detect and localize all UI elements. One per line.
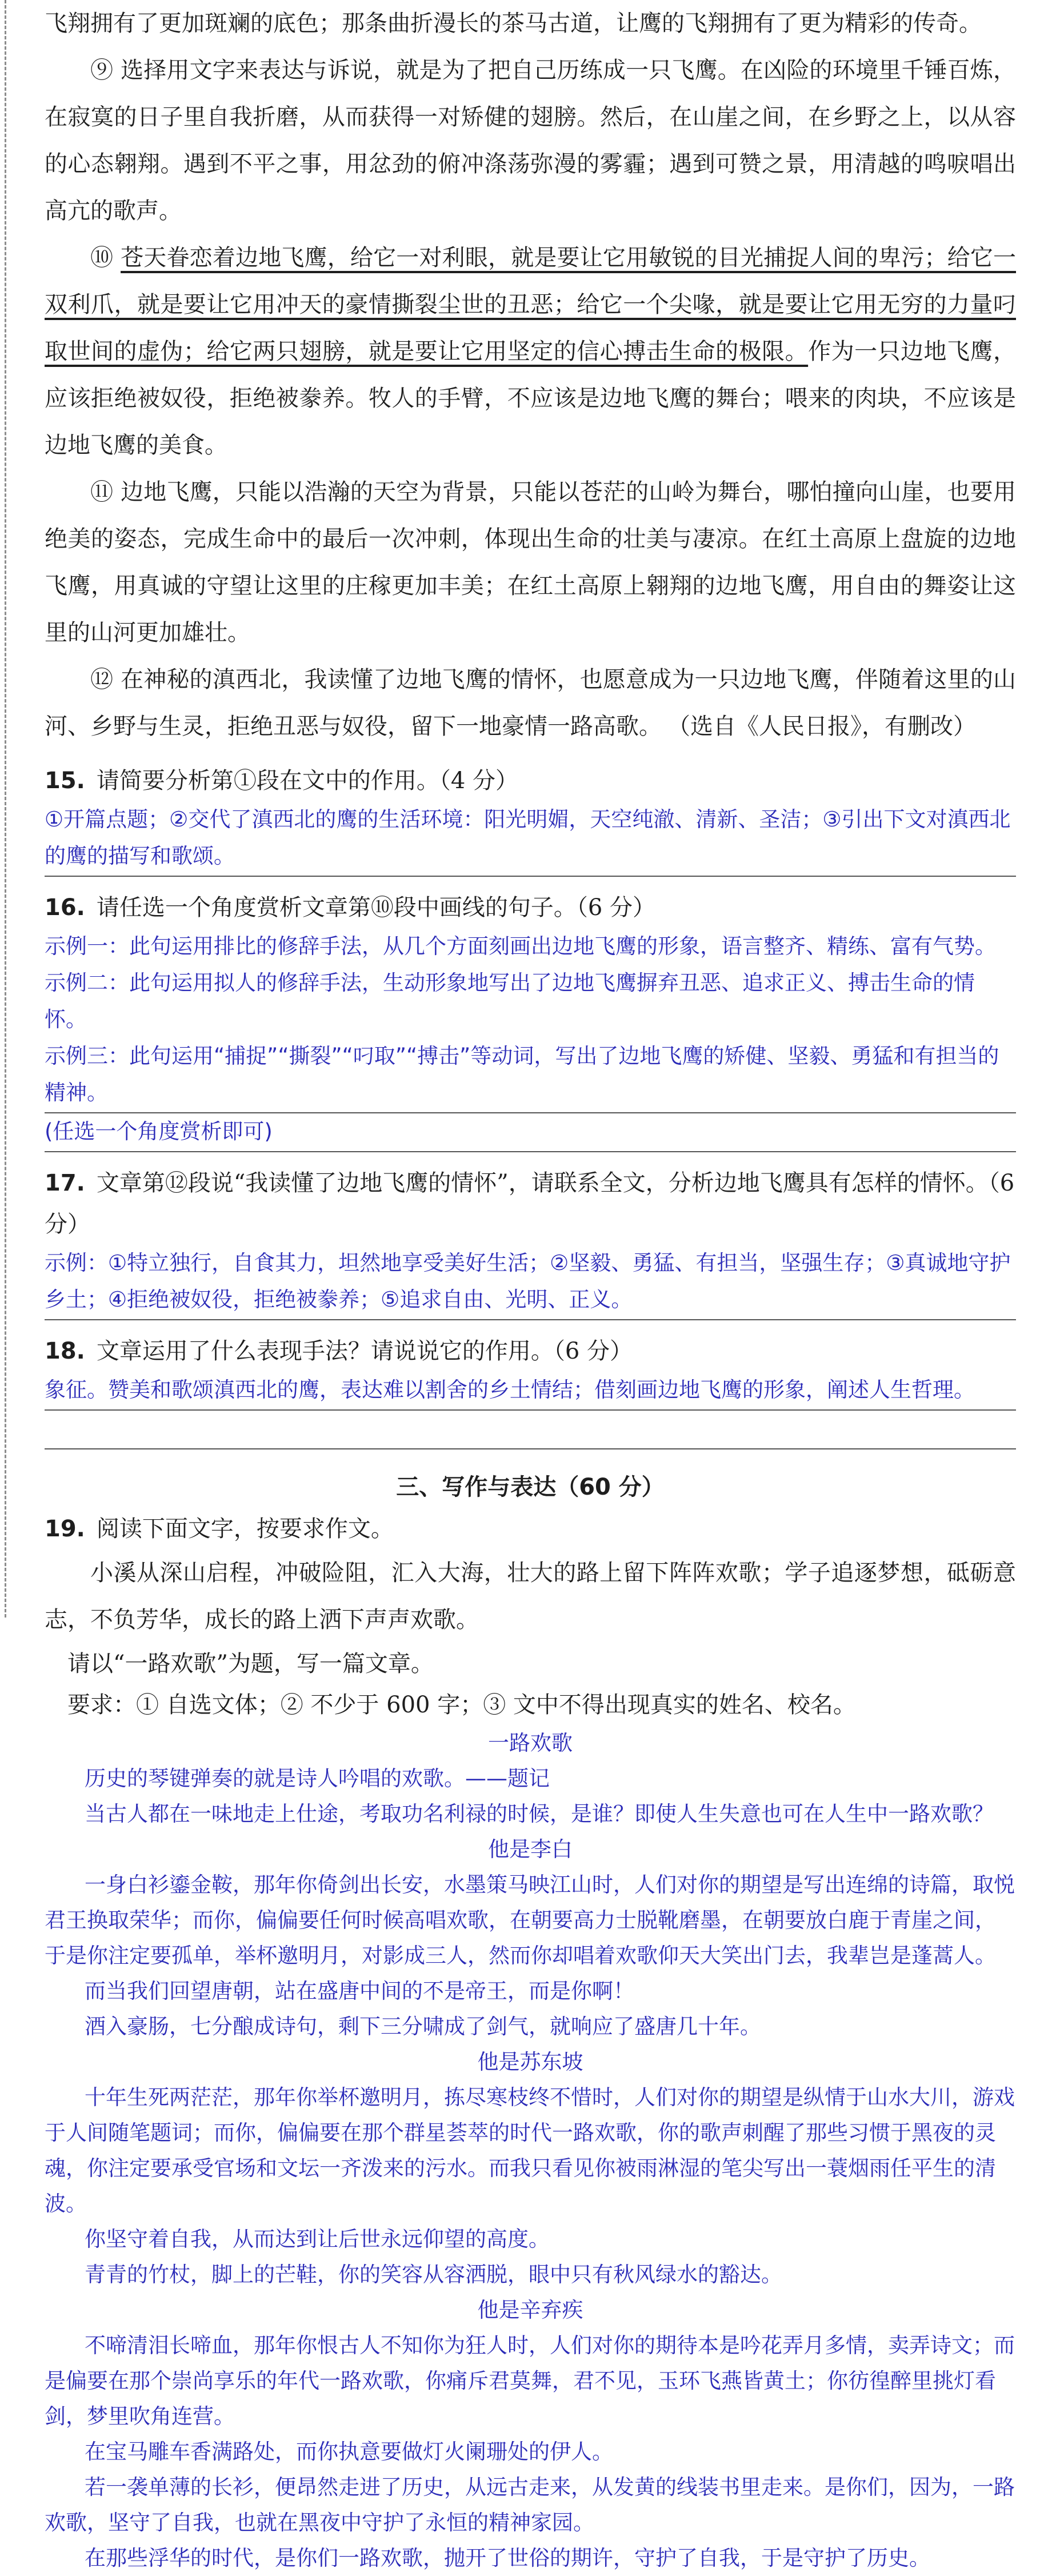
passage-paragraph-9: ⑨ 选择用文字来表达与诉说，就是为了把自己历练成一只飞鹰。在凶险的环境里千锤百炼，在寂寞的日子里自我折磨，从而获得一对矫健的翅膀。然后，在山崖之间，在乡野之上，以从容的心态翱翔。遇到不平之事，用忿劲的俯冲涤荡弥漫的雾霾；遇到可赞之景，用清越的鸣唳唱出高亢的歌声。 [45,57,1016,224]
essay-paragraph: 青青的竹杖，脚上的芒鞋，你的笑容从容洒脱，眼中只有秋风绿水的豁达。 [85,2262,782,2287]
question-19 [45,1508,1016,1549]
essay-title: 一路欢歌 [488,1731,573,1755]
underlined-sentence: 苍天眷恋着边地飞鹰，给它一对利眼，就是要让它用敏锐的目光捕捉人间的卑污；给它一双利爪，就是要让它用冲天的豪情撕裂尘世的丑恶；给它一个尖喙，就是要让它用无穷的力量叼取世间的虚伪；给它两只翅膀，就是要让它用坚定的信心搏击生命的极限。 [45,245,1017,365]
answer-15 [45,801,1016,877]
answer-example-1: 示例一：此句运用排比的修辞手法，从几个方面刻画出边地飞鹰的形象，语言整齐、精练、富有气势。 [45,934,996,958]
essay-heading-xinqiji: 他是辛弃疾 [477,2298,583,2322]
question-number: 19. [45,1516,85,1542]
essay-intro: 当古人都在一味地走上仕途，考取功名利禄的时候，是谁？即使人生失意也可在人生中一路欢歌？ [85,1802,994,1826]
essay-paragraph: 而当我们回望唐朝，站在盛唐中间的不是帝王，而是你啊！ [85,1979,634,2003]
passage-paragraph-10 [45,234,1016,469]
writing-prompt: 小溪从深山启程，冲破险阻，汇入大海，壮大的路上留下阵阵欢歌；学子追逐梦想，砥砺意志，不负芳华，成长的路上洒下声声欢歌。 [45,1560,1016,1633]
essay-paragraph: 十年生死两茫茫，那年你举杯邀明月，拣尽寒枝终不惜时，人们对你的期望是纵情于山水大川，游戏于人间随笔题词；而你，偏偏要在那个群星荟萃的时代一路欢歌，你的歌声刺醒了那些习惯于黑夜的灵魂，你注定要承受官场和文坛一齐泼来的污水。而我只看见你被雨淋湿的笔尖写出一蓑烟雨任平生的清波。 [45,2085,1015,2216]
essay-heading-sudongpo: 他是苏东坡 [477,2050,583,2074]
answer-example-3: 示例三：此句运用“捕捉”“撕裂”“叼取”“搏击”等动词，写出了边地飞鹰的矫健、坚毅、勇猛和有担当的精神。 [45,1038,1016,1113]
essay-paragraph: 不啼清泪长啼血，那年你恨古人不知你为狂人时，人们对你的期待本是吟花弄月多情，卖弄诗文；而是偏要在那个崇尚享乐的年代一路欢歌，你痛斥君莫舞，君不见，玉环飞燕皆黄土；你彷徨醉里挑灯看剑，梦里吹角连营。 [45,2333,1015,2429]
question-text: 阅读下面文字，按要求作文。 [96,1516,394,1542]
question-number: 15. [45,768,85,794]
question-number: 16. [45,894,85,921]
question-number: 18. [45,1338,85,1364]
essay-paragraph: 你坚守着自我，从而达到让后世永远仰望的高度。 [85,2227,550,2251]
essay-paragraph: 若一袭单薄的长衫，便昂然走进了历史，从远古走来，从发黄的线装书里走来。是你们，因为，一路欢歌，坚守了自我，也就在黑夜中守护了永恒的精神家园。 [45,2475,1015,2535]
answer-18 [45,1372,1016,1449]
passage-paragraph-12 [45,656,1016,750]
essay-paragraph: 一身白衫鎏金鞍，那年你倚剑出长安，水墨策马映江山时，人们对你的期望是写出连绵的诗篇，取悦君王换取荣华；而你，偏偏要任何时候高唱欢歌，在朝要高力士脱靴磨墨，在朝要放白鹿于青崖之间，于是你注定要孤单，举杯邀明月，对影成三人，然而你却唱着欢歌仰天大笑出门去，我辈岂是蓬蒿人。 [45,1872,1015,1968]
answer-blank-line [45,1411,1016,1449]
answer-16 [45,928,1016,1152]
answer-example-2: 示例二：此句运用拟人的修辞手法，生动形象地写出了边地飞鹰摒弃丑恶、追求正义、搏击生命的情怀。 [45,971,975,1032]
question-18 [45,1331,1016,1372]
passage-paragraph-11: ⑪ 边地飞鹰，只能以浩瀚的天空为背景，只能以苍茫的山岭为舞台，哪怕撞向山崖，也要用绝美的姿态，完成生命中的最后一次冲刺，体现出生命的壮美与凄凉。在红土高原上盘旋的边地飞鹰，用真诚的守望让这里的庄稼更加丰美；在红土高原上翱翔的边地飞鹰，用自由的舞姿让这里的山河更加雄壮。 [45,479,1016,646]
answer-text: 象征。赞美和歌颂滇西北的鹰，表达难以割舍的乡土情结；借刻画边地飞鹰的形象，阐述人生哲理。 [45,1372,1016,1411]
answer-text: ①开篇点题；②交代了滇西北的鹰的生活环境：阳光明媚，天空纯澈、清新、圣洁；③引出下文对滇西北的鹰的描写和歌颂。 [45,801,1016,877]
question-text: 请任选一个角度赏析文章第⑩段中画线的句子。（6 分） [96,894,656,921]
question-15 [45,760,1016,801]
binding-margin-line [5,0,6,1618]
essay-paragraph: 酒入豪肠，七分酿成诗句，剩下三分啸成了剑气，就响应了盛唐几十年。 [85,2014,761,2039]
essay-paragraph: 在那些浮华的时代，是你们一路欢歌，抛开了世俗的期许，守护了自我，于是守护了历史。 [85,2546,930,2570]
essay-heading-libai: 他是李白 [488,1837,573,1862]
worksheet-page [45,0,1016,2576]
sample-essay [45,1726,1016,2576]
question-text: 文章运用了什么表现手法？请说说它的作用。（6 分） [96,1338,633,1364]
essay-paragraph: 在宝马雕车香满路处，而你执意要做灯火阑珊处的伊人。 [85,2439,613,2464]
question-17 [45,1163,1016,1245]
passage-paragraph-top: 飞翔拥有了更加斑斓的底色；那条曲折漫长的茶马古道，让鹰的飞翔拥有了更为精彩的传奇。 [45,10,982,37]
question-text: 文章第⑫段说“我读懂了边地飞鹰的情怀”，请联系全文，分析边地飞鹰具有怎样的情怀。（6 分） [45,1170,1015,1237]
answer-text: 示例：①特立独行，自食其力，坦然地享受美好生活；②坚毅、勇猛、有担当，坚强生存；③真诚地守护乡土；④拒绝被奴役，拒绝被豢养；⑤追求自由、光明、正义。 [45,1245,1016,1320]
paragraph-10-rest: 作为一只边地飞鹰，应该拒绝被奴役，拒绝被豢养。牧人的手臂，不应该是边地飞鹰的舞台；喂来的肉块，不应该是边地飞鹰的美食。 [45,338,1017,458]
section-title: 三、写作与表达（60 分） [396,1474,665,1500]
question-16 [45,887,1016,928]
writing-instruction: 请以“一路欢歌”为题，写一篇文章。 [67,1651,434,1677]
answer-note: (任选一个角度赏析即可) [45,1113,1016,1152]
answer-17 [45,1245,1016,1320]
passage-source: （选自《人民日报》，有删改） [679,713,976,740]
question-number: 17. [45,1170,85,1196]
paragraph-10-number: ⑩ [90,245,121,271]
essay-epigraph: 历史的琴键弹奏的就是诗人吟唱的欢歌。——题记 [85,1766,550,1791]
question-text: 请简要分析第①段在文中的作用。（4 分） [96,768,519,794]
paragraph-12-text: ⑫ 在神秘的滇西北，我读懂了边地飞鹰的情怀，也愿意成为一只边地飞鹰，伴随着这里的山河、乡野与生灵，拒绝丑恶与奴役，留下一地豪情一路高歌。 [45,666,1016,740]
writing-requirement: 要求：① 自选文体；② 不少于 600 字；③ 文中不得出现真实的姓名、校名。 [67,1692,856,1718]
